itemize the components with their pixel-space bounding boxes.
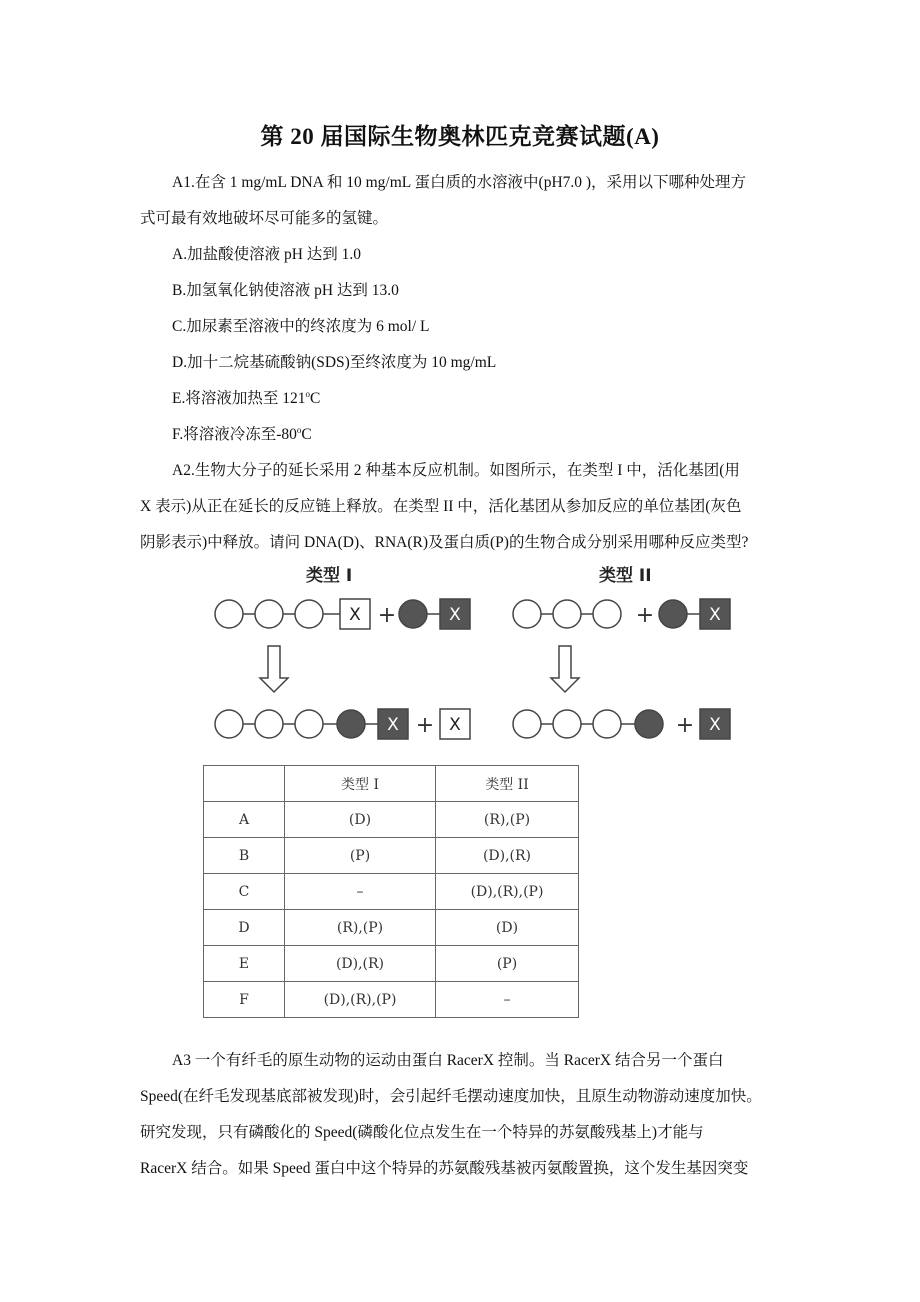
table-cell: A xyxy=(204,802,285,838)
q3-stem-line-4: RacerX 结合。如果 Speed 蛋白中这个特异的苏氨酸残基被丙氨酸置换，这个发生基因突变 xyxy=(140,1160,749,1177)
type2-bottom-chain xyxy=(513,710,663,738)
q1-option-f: F.将溶液冷冻至-80$^o$C xyxy=(172,425,312,443)
type1-unit-x: X xyxy=(449,605,461,625)
type1-released-x-label: X xyxy=(449,715,461,735)
type1-top-chain xyxy=(215,599,370,629)
type1-chain-x: X xyxy=(349,605,361,625)
table-cell: (D),(R) xyxy=(285,946,436,982)
table-cell: D xyxy=(204,910,285,946)
q1-option-b: B.加氢氧化钠使溶液 pH 达到 13.0 xyxy=(172,282,399,299)
table-row xyxy=(204,838,579,874)
q3-stem-line-3: 研究发现，只有磷酸化的 Speed(磷酸化位点发生在一个特异的苏氨酸残基上)才能与 xyxy=(140,1124,704,1141)
type2-label: 类型 II xyxy=(599,566,652,586)
type2-arrow-icon xyxy=(551,646,579,692)
table-header-cell: 类型 I xyxy=(285,766,436,802)
page-title: 第 20 届国际生物奥林匹克竞赛试题(A) xyxy=(260,124,660,149)
q3-stem-line-1: A3 一个有纤毛的原生动物的运动由蛋白 RacerX 控制。当 RacerX 结合另一个蛋白 xyxy=(172,1052,724,1069)
type2-bottom-plus: + xyxy=(675,713,695,738)
q1-option-d: D.加十二烷基硫酸钠(SDS)至终浓度为 10 mg/mL xyxy=(172,354,497,371)
q1-option-c: C.加尿素至溶液中的终浓度为 6 mol/ L xyxy=(172,318,430,335)
table-cell: (D) xyxy=(436,910,579,946)
table-header-cell xyxy=(204,766,285,802)
type1-label: 类型 I xyxy=(306,566,353,586)
table-row xyxy=(204,982,579,1018)
table-cell: (D),(R),(P) xyxy=(285,982,436,1018)
table-row xyxy=(204,910,579,946)
q1-option-e: E.将溶液加热至 121$^o$C xyxy=(172,389,321,407)
q2-stem-line-1: A2.生物大分子的延长采用 2 种基本反应机制。如图所示，在类型 I 中，活化基团(用 xyxy=(172,462,740,479)
reaction-mechanism-diagram xyxy=(200,556,760,756)
type2-top-plus: + xyxy=(635,603,655,628)
q2-stem-line-2: X 表示)从正在延长的反应链上释放。在类型 II 中，活化基团从参加反应的单位基团(灰色 xyxy=(140,498,742,515)
q1-option-a: A.加盐酸使溶液 pH 达到 1.0 xyxy=(172,246,362,263)
q1-stem-line-2: 式可最有效地破坏尽可能多的氢键。 xyxy=(140,210,389,227)
table-cell: C xyxy=(204,874,285,910)
table-cell: – xyxy=(285,874,436,910)
table-cell: – xyxy=(436,982,579,1018)
table-cell: (P) xyxy=(436,946,579,982)
table-cell: (R),(P) xyxy=(285,910,436,946)
table-row xyxy=(204,874,579,910)
table-row xyxy=(204,802,579,838)
table-header-row xyxy=(204,766,579,802)
table-cell: (D) xyxy=(285,802,436,838)
type1-top-plus: + xyxy=(377,603,397,628)
table-cell: (P) xyxy=(285,838,436,874)
table-cell: (D),(R) xyxy=(436,838,579,874)
table-cell: (D),(R),(P) xyxy=(436,874,579,910)
table-cell: E xyxy=(204,946,285,982)
type1-bottom-chain xyxy=(215,709,408,739)
table-cell: B xyxy=(204,838,285,874)
type1-product-x: X xyxy=(387,715,399,735)
table-header-cell: 类型 II xyxy=(436,766,579,802)
table-row xyxy=(204,946,579,982)
type2-top-chain xyxy=(513,600,621,628)
q3-stem-line-2: Speed(在纤毛发现基底部被发现)时，会引起纤毛摆动速度加快，且原生动物游动速度加快。 xyxy=(140,1088,762,1105)
answer-table xyxy=(203,765,579,1018)
table-cell: (R),(P) xyxy=(436,802,579,838)
type1-bottom-plus: + xyxy=(415,713,435,738)
table-cell: F xyxy=(204,982,285,1018)
q2-stem-line-3: 阴影表示)中释放。请问 DNA(D)、RNA(R)及蛋白质(P)的生物合成分别采用哪种反应类型? xyxy=(140,534,749,551)
type1-arrow-icon xyxy=(260,646,288,692)
type2-unit-x: X xyxy=(709,605,721,625)
type2-released-x-label: X xyxy=(709,715,721,735)
q1-stem-line-1: A1.在含 1 mg/mL DNA 和 10 mg/mL 蛋白质的水溶液中(pH7.0 )，采用以下哪种处理方 xyxy=(172,174,747,191)
